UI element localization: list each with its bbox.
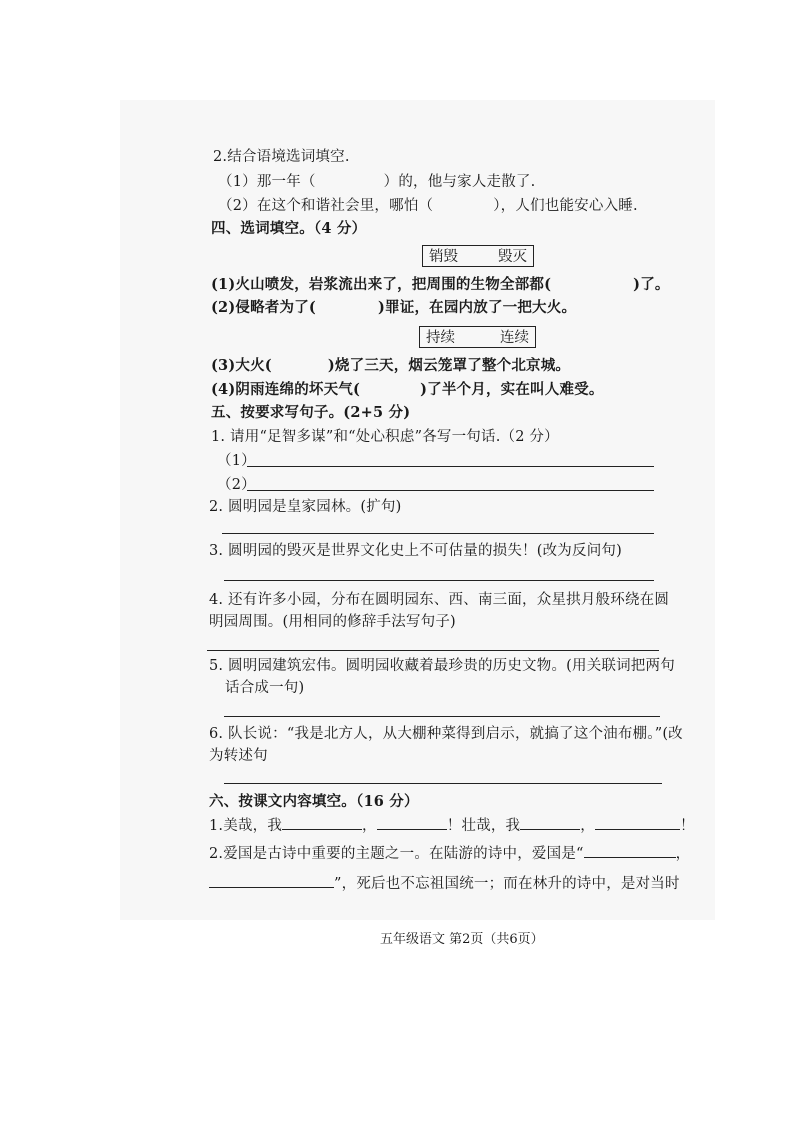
word-option: 毁灭	[498, 249, 527, 265]
q4-word-box-1	[422, 245, 534, 267]
q6-l1-e: ！	[679, 818, 695, 834]
q6-l3	[209, 873, 680, 894]
q4-word-box-2	[419, 326, 536, 348]
q3-item1	[218, 172, 535, 192]
q6-l2-end: ，	[675, 846, 691, 862]
q6-l1-b: ，	[362, 818, 377, 834]
q6-l2	[209, 843, 690, 864]
q6-l1-blank-2[interactable]	[377, 815, 447, 830]
q6-l2-blank[interactable]	[584, 843, 676, 858]
q5-p1-b: （2）	[217, 477, 256, 493]
page-footer: 五年级语文 第2页（共6页）	[380, 932, 544, 947]
q5-p4-answer-line[interactable]	[207, 650, 659, 651]
q5-p6-line2: 为转述句	[209, 748, 268, 764]
q6-l3-blank[interactable]	[209, 873, 334, 888]
q6-l1	[209, 815, 695, 836]
q6-l2-text: 2.爱国是古诗中重要的主题之一。在陆游的诗中，爱国是“	[209, 846, 584, 862]
word-option: 持续	[426, 330, 455, 346]
q4-s4-pre: (4)阴雨连绵的坏天气(	[211, 381, 361, 398]
q3-item2-post: ），人们也能安心入睡.	[493, 198, 638, 214]
q4-s3-pre: (3)大火(	[211, 357, 272, 374]
q4-heading: 四、选词填空。（4 分）	[211, 220, 367, 237]
q5-p1-a: （1）	[217, 453, 256, 469]
word-option: 销毁	[429, 249, 458, 265]
q6-heading: 六、按课文内容填空。（16 分）	[209, 793, 419, 810]
q5-p5-answer-line[interactable]	[224, 716, 660, 717]
q6-l1-blank-1[interactable]	[282, 815, 362, 830]
q5-p6-answer-line[interactable]	[224, 783, 662, 784]
q5-p5-line1: 5. 圆明园建筑宏伟。圆明园收藏着最珍贵的历史文物。(用关联词把两句	[209, 658, 675, 674]
q4-s3-post: )烧了三天，烟云笼罩了整个北京城。	[327, 357, 571, 374]
q4-s2	[211, 298, 576, 318]
q6-l3-text: ”，死后也不忘祖国统一；而在林升的诗中，是对当时	[334, 876, 680, 892]
q6-l1-c: ！壮哉，我	[446, 818, 521, 834]
q5-heading: 五、按要求写句子。(2+5 分)	[211, 404, 411, 421]
q3-item1-post: ）的，他与家人走散了.	[383, 174, 536, 190]
q6-l1-d: ，	[580, 818, 595, 834]
q4-s1-post: )了。	[633, 276, 670, 293]
q5-p2: 2. 圆明园是皇家园林。(扩句)	[209, 499, 402, 515]
q3-item2-pre: （2）在这个和谐社会里，哪怕（	[218, 198, 434, 214]
q4-s3	[211, 356, 570, 376]
q3-title: 2.结合语境选词填空.	[213, 149, 350, 165]
q6-l1-blank-3[interactable]	[520, 815, 580, 830]
q5-p3: 3. 圆明园的毁灭是世界文化史上不可估量的损失！(改为反问句)	[209, 543, 622, 559]
q5-p1-a-line[interactable]	[247, 466, 654, 467]
q4-s4	[211, 380, 604, 400]
q5-p6-line1: 6. 队长说：“我是北方人，从大棚种菜得到启示，就搞了这个油布棚。”(改	[209, 726, 683, 742]
q3-item2	[218, 196, 638, 216]
q3-item1-pre: （1）那一年（	[218, 174, 316, 190]
q5-p2-answer-line[interactable]	[222, 533, 654, 534]
q4-s2-post: )罪证，在园内放了一把大火。	[377, 299, 577, 316]
q5-p3-answer-line[interactable]	[224, 580, 654, 581]
q6-l1-a: 1.美哉，我	[209, 818, 283, 834]
q4-s1-pre: (1)火山喷发，岩浆流出来了，把周围的生物全部都(	[211, 276, 552, 293]
q5-p1: 1. 请用“足智多谋”和“处心积虑”各写一句话.（2 分）	[211, 429, 559, 445]
q5-p4-line1: 4. 还有许多小园，分布在圆明园东、西、南三面，众星拱月般环绕在圆	[209, 592, 670, 608]
q4-s2-pre: (2)侵略者为了(	[211, 299, 316, 316]
q5-p4-line2: 明园周围。(用相同的修辞手法写句子)	[209, 614, 456, 630]
word-option: 连续	[500, 330, 529, 346]
q5-p5-line2: 话合成一句)	[225, 680, 305, 696]
q4-s1	[211, 275, 670, 295]
q4-s4-post: )了半个月，实在叫人难受。	[420, 381, 604, 398]
q6-l1-blank-4[interactable]	[595, 815, 680, 830]
q5-p1-b-line[interactable]	[247, 490, 654, 491]
